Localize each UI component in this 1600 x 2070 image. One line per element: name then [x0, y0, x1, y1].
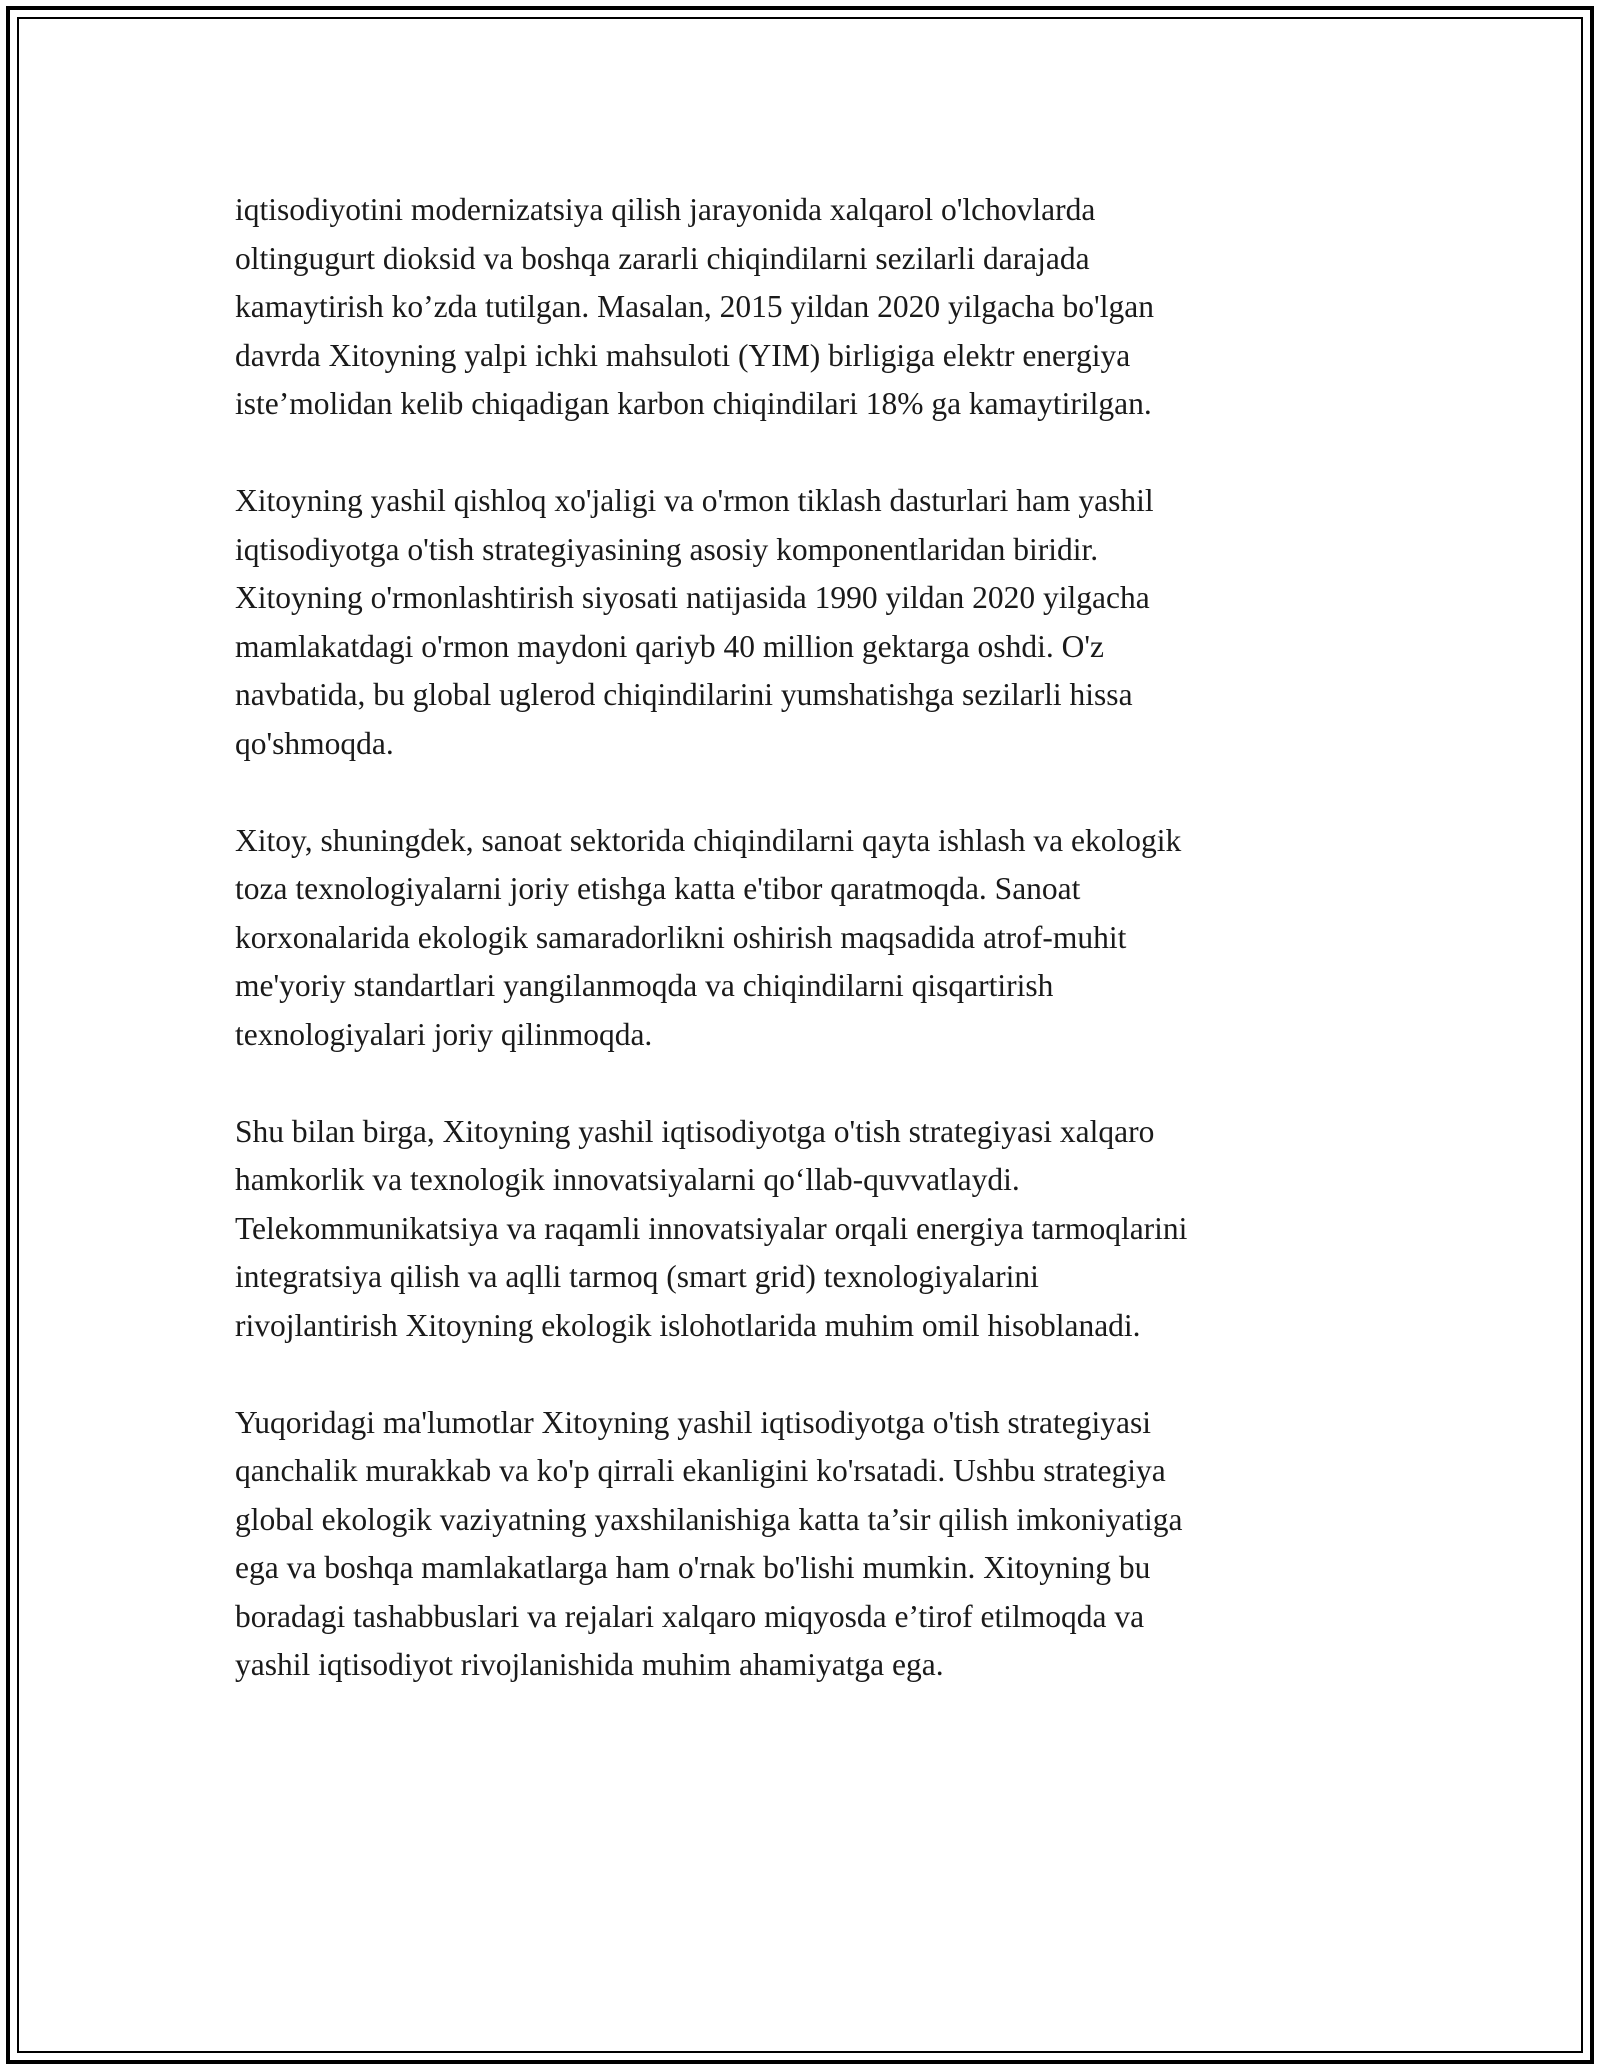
paragraph-conclusion: Yuqoridagi ma'lumotlar Xitoyning yashil iqtisodiyotga o'tish strategiyasi qanchalik murakkab va ko'p qirrali ekanligini ko'rsatadi. Ushbu strategiya global ekologik vaziyatning yaxshilanishiga katta ta’sir qilish imkoniyatiga ega va boshqa mamlakatlarga ham o'rnak bo'lishi mumkin. Xitoyning bu boradagi tashabbuslari va rejalari xalqaro miqyosda e’tirof etilmoqda va yashil iqtisodiyot rivojlanishida muhim ahamiyatga ega.	[235, 1404, 1183, 1682]
document-body	[235, 186, 1355, 1738]
paragraph-emissions: iqtisodiyotini modernizatsiya qilish jarayonida xalqarol o'lchovlarda oltingugurt dioksid va boshqa zararli chiqindilarni sezilarli darajada kamaytirish ko’zda tutilgan. Masalan, 2015 yildan 2020 yilgacha bo'lgan davrda Xitoyning yalpi ichki mahsuloti (YIM) birligiga elektr energiya iste’molidan kelib chiqadigan karbon chiqindilari 18% ga kamaytirilgan.	[235, 192, 1154, 421]
paragraph-forestry: Xitoyning yashil qishloq xo'jaligi va o'rmon tiklash dasturlari ham yashil iqtisodiyotga o'tish strategiyasining asosiy komponentlaridan biridir. Xitoyning o'rmonlashtirish siyosati natijasida 1990 yildan 2020 yilgacha mamlakatdagi o'rmon maydoni qariyb 40 million gektarga oshdi. O'z navbatida, bu global uglerod chiqindilarini yumshatishga sezilarli hissa qo'shmoqda.	[235, 483, 1154, 761]
paragraph-industry: Xitoy, shuningdek, sanoat sektorida chiqindilarni qayta ishlash va ekologik toza texnologiyalarni joriy etishga katta e'tibor qaratmoqda. Sanoat korxonalarida ekologik samaradorlikni oshirish maqsadida atrof-muhit me'yoriy standartlari yangilanmoqda va chiqindilarni qisqartirish texnologiyalari joriy qilinmoqda.	[235, 822, 1182, 1052]
paragraph-cooperation: Shu bilan birga, Xitoyning yashil iqtisodiyotga o'tish strategiyasi xalqaro hamkorlik va texnologik innovatsiyalarni qo‘llab-quvvatlaydi. Telekommunikatsiya va raqamli innovatsiyalar orqali energiya tarmoqlarini integratsiya qilish va aqlli tarmoq (smart grid) texnologiyalarini rivojlantirish Xitoyning ekologik islohotlarida muhim omil hisoblanadi.	[235, 1113, 1188, 1343]
